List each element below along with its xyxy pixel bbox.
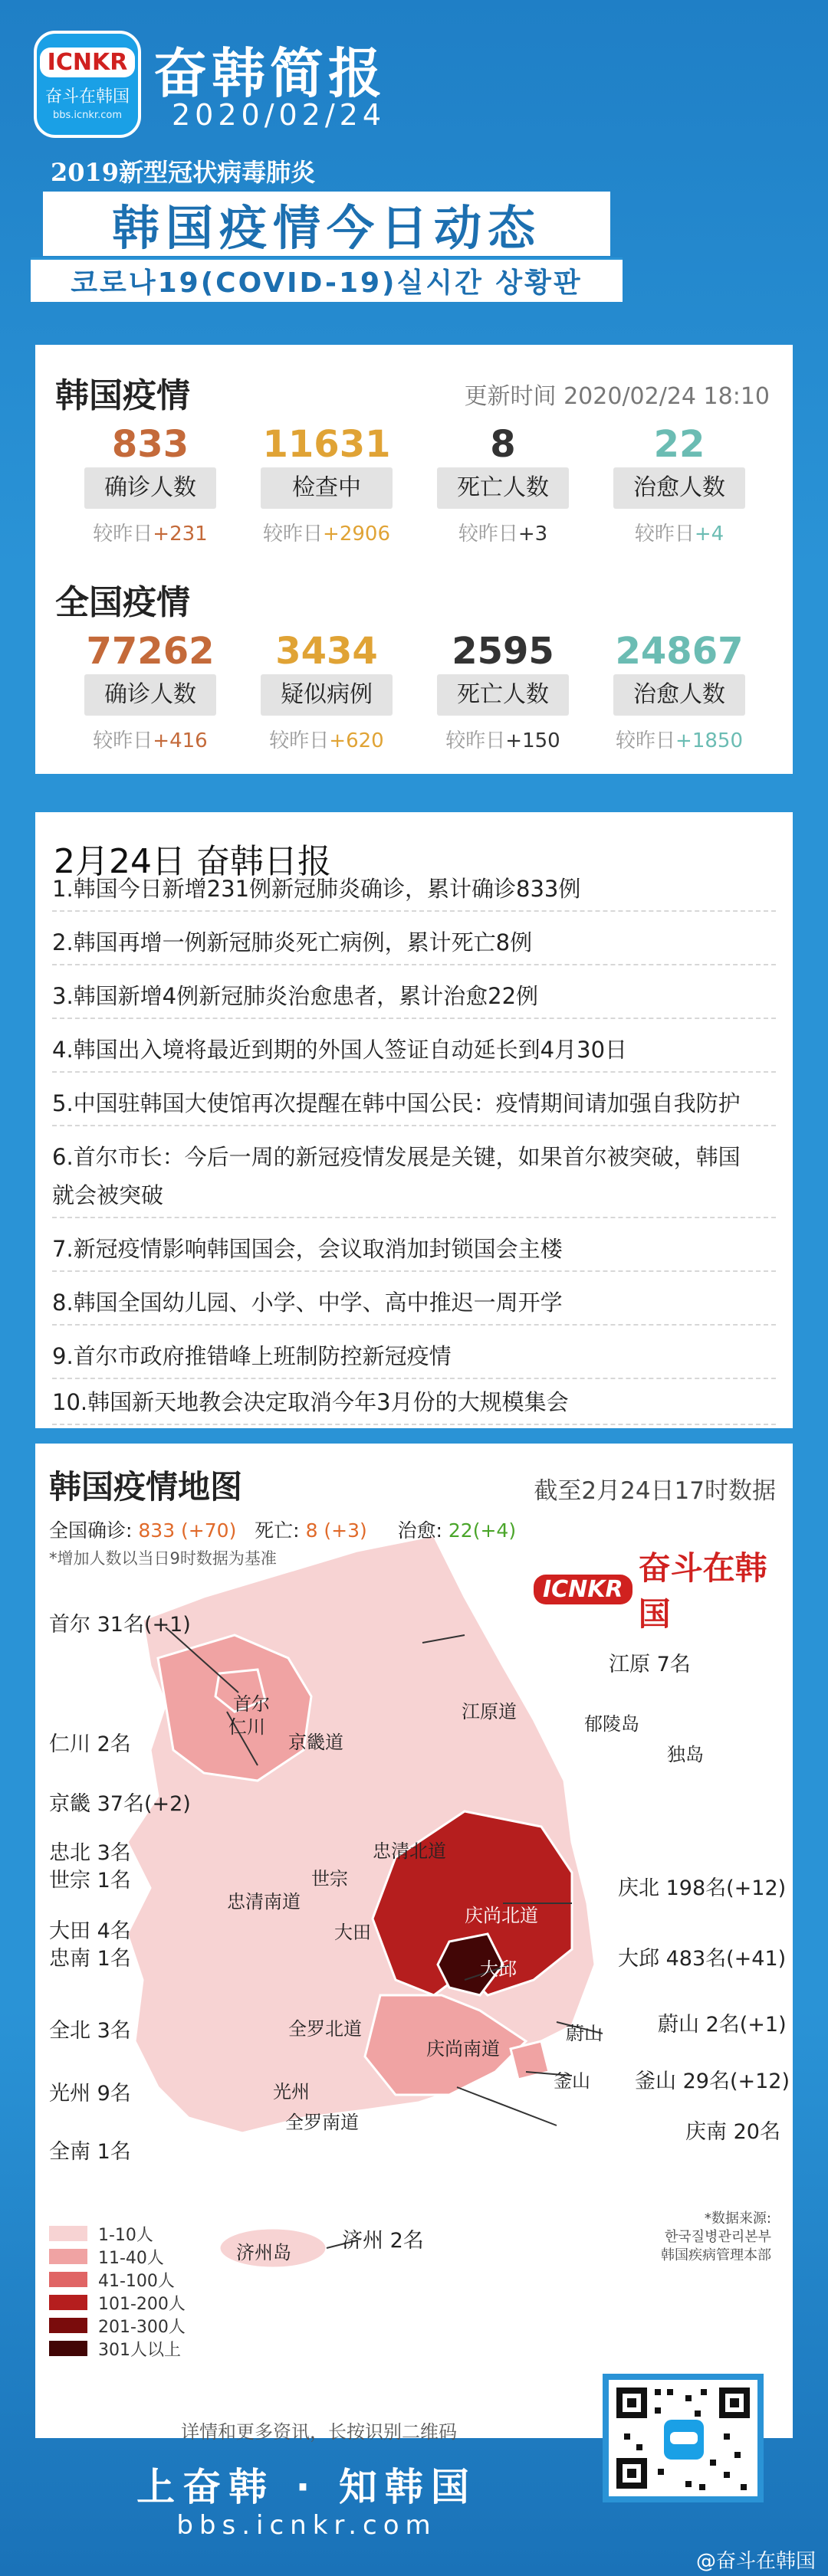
region-name-jeonnam: 全罗南道 [285, 2112, 359, 2133]
delta-value: +620 [329, 729, 384, 752]
legend-item [49, 2222, 186, 2245]
legend-swatch [49, 2318, 87, 2333]
label-gyeongbuk: 庆北 198名(+12) [618, 1876, 787, 1900]
stat-value: 11631 [262, 423, 391, 466]
topic-tag: 2019新型冠状病毒肺炎 [51, 158, 316, 187]
stat-label: 检查中 [261, 467, 393, 509]
delta-value: +416 [153, 729, 208, 752]
map-confirmed: 833 (+70) [138, 1519, 237, 1542]
delta-prefix: 较昨日 [445, 729, 506, 752]
label-incheon: 仁川 2名 [49, 1732, 131, 1756]
delta-value: +3 [518, 523, 548, 546]
news-item: 2.韩国再增一例新冠肺炎死亡病例，累计死亡8例 [52, 929, 533, 955]
map-brand [534, 1543, 793, 1635]
region-name-daegu: 大邱 [480, 1958, 517, 1980]
news-item: 3.韩国新增4例新冠肺炎治愈患者，累计治愈22例 [52, 983, 539, 1009]
qr-tip: 详情和更多资讯，长按识别二维码 [181, 2421, 457, 2443]
legend-swatch [49, 2341, 87, 2356]
update-time: 更新时间 2020/02/24 18:10 [464, 383, 770, 410]
stat-value: 24867 [615, 630, 744, 673]
leader-gyeongnam [457, 2087, 557, 2125]
map-brand-text: 奋斗在韩国 [638, 1549, 767, 1633]
legend-item [49, 2314, 186, 2337]
stat-label: 死亡人数 [437, 467, 569, 509]
news-divider [52, 1071, 776, 1073]
china-stat [587, 628, 771, 753]
label-gangwon: 江原 7名 [609, 1653, 691, 1676]
korea-stat [411, 421, 595, 546]
news-item: 就会被突破 [52, 1182, 164, 1208]
map-as-of: 截至2月24日17时数据 [534, 1477, 776, 1505]
stat-value: 22 [653, 423, 705, 466]
stat-value: 77262 [86, 630, 215, 673]
news-divider [52, 1270, 776, 1272]
logo-subtitle: 奋斗在韩国 [44, 87, 130, 107]
legend-item [49, 2291, 186, 2314]
page-subtitle: 코로나19(COVID-19)실시간 상황판 [31, 257, 623, 302]
label-chungbuk: 忠北 3名 [49, 1841, 131, 1865]
news-divider [52, 1217, 776, 1218]
map-note: *增加人数以当日9时数据为基准 [49, 1549, 277, 1568]
news-divider [52, 964, 776, 965]
news-item: 6.首尔市长：今后一周的新冠疫情发展是关键，如果首尔被突破，韩国 [52, 1144, 741, 1170]
stat-value: 833 [111, 423, 189, 466]
region-name-seoul: 首尔 [233, 1693, 270, 1715]
label-jeonbuk: 全北 3名 [49, 2019, 131, 2043]
stat-value: 2595 [452, 630, 554, 673]
legend-label: 101-200人 [98, 2294, 186, 2314]
label-ulsan: 蔚山 2名(+1) [658, 2013, 787, 2037]
legend-swatch [49, 2272, 87, 2287]
legend-item [49, 2337, 186, 2360]
korea-stat [587, 421, 771, 546]
label-daejeon: 大田 4名 [49, 1919, 131, 1943]
delta-value: +150 [505, 729, 560, 752]
legend-item [49, 2268, 186, 2291]
stat-value: 8 [490, 423, 516, 466]
region-name-gwangju: 光州 [273, 2081, 310, 2102]
data-source [618, 2210, 771, 2265]
korea-section-title: 韩国疫情 [55, 376, 190, 415]
map-deaths-label: 死亡: [255, 1519, 300, 1542]
stat-label: 疑似病例 [261, 674, 393, 716]
delta-prefix: 较昨日 [458, 523, 518, 546]
qr-code[interactable] [603, 2374, 764, 2502]
news-item: 4.韩国出入境将最近到期的外国人签证自动延长到4月30日 [52, 1037, 628, 1063]
region-name-jeonbuk: 全罗北道 [288, 2018, 362, 2040]
stat-delta [411, 725, 595, 753]
footer-slogan: 上奋韩 · 知韩国 [136, 2465, 477, 2509]
delta-value: +2906 [323, 523, 390, 546]
news-item: 9.首尔市政府推错峰上班制防控新冠疫情 [52, 1343, 452, 1369]
label-chungnam: 忠南 1名 [49, 1947, 131, 1971]
region-name-ulleung: 郁陵岛 [584, 1713, 639, 1735]
stat-delta [587, 725, 771, 753]
legend-swatch [49, 2295, 87, 2310]
label-busan: 釜山 29名(+12) [635, 2070, 790, 2093]
legend-label: 41-100人 [98, 2271, 175, 2291]
map-cured: 22(+4) [448, 1519, 517, 1542]
region-name-chungnam: 忠清南道 [227, 1891, 301, 1912]
news-item: 1.韩国今日新增231例新冠肺炎确诊，累计确诊833例 [52, 876, 581, 902]
china-stat [58, 628, 242, 753]
news-item: 8.韩国全国幼儿园、小学、中学、高中推迟一周开学 [52, 1290, 563, 1316]
delta-value: +4 [694, 523, 724, 546]
delta-prefix: 较昨日 [93, 729, 153, 752]
news-item: 5.中国驻韩国大使馆再次提醒在韩中国公民：疫情期间请加强自我防护 [52, 1090, 741, 1116]
stats-card [35, 345, 793, 774]
label-gyeongnam: 庆南 20名 [685, 2120, 780, 2144]
stat-label: 治愈人数 [613, 674, 745, 716]
label-gyeonggi: 京畿 37名(+2) [49, 1792, 191, 1816]
map-cured-label: 治愈: [397, 1519, 442, 1542]
region-name-sejong: 世宗 [311, 1868, 348, 1889]
delta-prefix: 较昨日 [634, 523, 695, 546]
china-section-title: 全国疫情 [55, 583, 190, 622]
korea-stat [58, 421, 242, 546]
map-brand-pill: ICNKR [534, 1575, 632, 1604]
stat-label: 死亡人数 [437, 674, 569, 716]
news-divider [52, 1125, 776, 1126]
legend-swatch [49, 2226, 87, 2241]
china-stat [235, 628, 419, 753]
stat-delta [58, 518, 242, 546]
delta-prefix: 较昨日 [616, 729, 676, 752]
region-name-ulsan: 蔚山 [566, 2023, 603, 2044]
region-name-chungbuk: 忠清北道 [373, 1840, 446, 1862]
label-sejong: 世宗 1名 [49, 1869, 131, 1893]
china-stat [411, 628, 595, 753]
app-logo [34, 31, 141, 138]
stat-label: 确诊人数 [84, 674, 216, 716]
news-divider [52, 1324, 776, 1326]
news-item: 7.新冠疫情影响韩国国会，会议取消加封锁国会主楼 [52, 1236, 563, 1262]
label-jeju: 济州 2名 [342, 2229, 424, 2253]
region-name-incheon: 仁川 [228, 1716, 265, 1738]
news-divider [52, 1424, 776, 1425]
map-legend [49, 2222, 186, 2360]
region-name-busan: 釜山 [554, 2070, 590, 2092]
legend-swatch [49, 2249, 87, 2264]
region-name-gyeongnam: 庆尚南道 [426, 2038, 500, 2060]
map-card [35, 1444, 793, 2443]
news-divider [52, 1378, 776, 1379]
region-name-gyeonggi: 京畿道 [288, 1732, 343, 1753]
region-name-daejeon: 大田 [334, 1922, 371, 1943]
region-name-dokdo: 独岛 [667, 1744, 704, 1765]
stat-value: 3434 [275, 630, 378, 673]
stat-label: 确诊人数 [84, 467, 216, 509]
news-divider [52, 1018, 776, 1019]
label-jeonnam: 全南 1名 [49, 2140, 131, 2164]
legend-label: 1-10人 [98, 2225, 153, 2245]
delta-prefix: 较昨日 [263, 523, 324, 546]
logo-pill: ICNKR [40, 48, 136, 77]
map-confirmed-label: 全国确诊: [49, 1519, 133, 1542]
news-divider [52, 910, 776, 912]
weibo-handle[interactable]: @奋斗在韩国 [695, 2550, 816, 2573]
region-name-jeju: 济州岛 [236, 2242, 291, 2263]
stat-delta [235, 725, 419, 753]
legend-label: 301人以上 [98, 2340, 181, 2360]
delta-value: +231 [153, 523, 208, 546]
stat-delta [58, 725, 242, 753]
map-deaths: 8 (+3) [305, 1519, 367, 1542]
news-title: 2月24日 奋韩日报 [54, 842, 331, 881]
daily-news-card [35, 812, 793, 1428]
news-item: 10.韩国新天地教会决定取消今年3月份的大规模集会 [52, 1389, 569, 1415]
stat-label: 治愈人数 [613, 467, 745, 509]
map-summary [49, 1516, 516, 1543]
source-line: *数据来源: [704, 2211, 771, 2227]
brand-title: 奋韩简报 [153, 42, 386, 105]
label-daegu: 大邱 483名(+41) [618, 1947, 787, 1971]
stat-delta [411, 518, 595, 546]
source-line: 韩国疾病管理本部 [661, 2247, 771, 2263]
source-line: 한국질병관리본부 [664, 2229, 771, 2245]
label-gwangju: 光州 9名 [49, 2082, 131, 2106]
region-name-gyeongbuk: 庆尚北道 [465, 1905, 538, 1926]
map-title: 韩国疫情地图 [49, 1468, 243, 1506]
stat-delta [587, 518, 771, 546]
legend-label: 11-40人 [98, 2248, 164, 2268]
legend-label: 201-300人 [98, 2317, 186, 2337]
page-title: 韩国疫情今日动态 [43, 192, 610, 256]
label-seoul: 首尔 31名(+1) [49, 1613, 191, 1637]
footer-url[interactable]: bbs.icnkr.com [176, 2510, 437, 2541]
brand-date: 2020/02/24 [172, 98, 386, 132]
delta-prefix: 较昨日 [93, 523, 153, 546]
delta-value: +1850 [675, 729, 743, 752]
korea-stat [235, 421, 419, 546]
legend-item [49, 2245, 186, 2268]
region-name-gangwon: 江原道 [462, 1701, 517, 1722]
delta-prefix: 较昨日 [269, 729, 330, 752]
stat-delta [235, 518, 419, 546]
qr-code-image [609, 2380, 757, 2496]
logo-url: bbs.icnkr.com [53, 110, 122, 121]
